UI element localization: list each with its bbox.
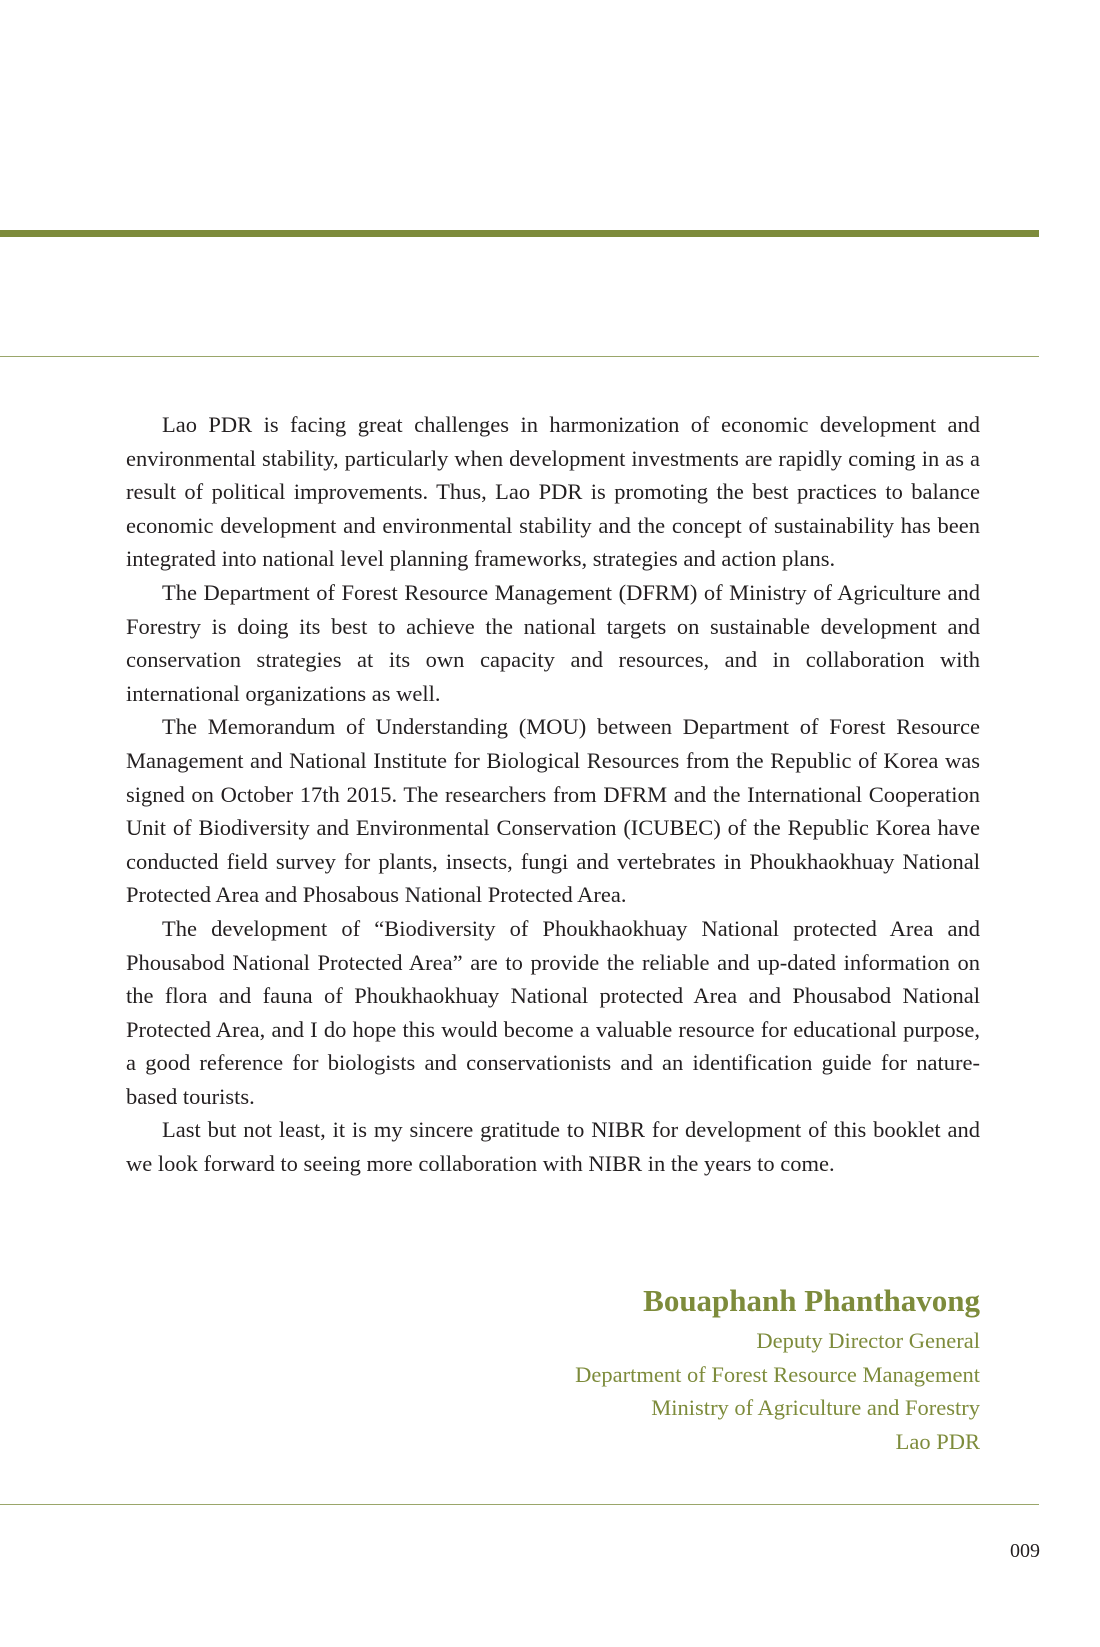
- page-number: 009: [1010, 1540, 1040, 1562]
- paragraph-1: Lao PDR is facing great challenges in harmonization of economic development and environmental stability, particularly when development investments are rapidly coming in as a result of political improvements. Thus, Lao PDR is promoting the best practices to balance economic development and environmental stability and the concept of sustainability has been integrated into national level planning frameworks, strategies and action plans.: [126, 412, 980, 572]
- header-divider: [0, 356, 1039, 357]
- header-accent-rule: [0, 230, 1039, 237]
- signatory-name: Bouaphanh Phanthavong: [643, 1283, 980, 1318]
- paragraph-5: Last but not least, it is my sincere gratitude to NIBR for development of this booklet and we look forward to seeing more collaboration with NIBR in the years to come.: [126, 1117, 980, 1177]
- paragraph-2: The Department of Forest Resource Management (DFRM) of Ministry of Agriculture and Forestry is doing its best to achieve the national targets on sustainable development and conservation strategies at its own capacity and resources, and in collaboration with international organizations as well.: [126, 579, 980, 706]
- footer-divider: [0, 1504, 1039, 1505]
- signatory-title: Deputy Director General: [756, 1328, 980, 1353]
- paragraph-3: The Memorandum of Understanding (MOU) between Department of Forest Resource Management and National Institute for Biological Resources from the Republic of Korea was signed on October 17th 2015. The researchers from DFRM and the International Cooperation Unit of Biodiversity and Environmental Conservation (ICUBEC) of the Republic Korea have conducted field survey for plants, insects, fungi and vertebrates in Phoukhaokhuay National Protected Area and Phosabous National Protected Area.: [126, 714, 980, 908]
- paragraph-4: The development of “Biodiversity of Phoukhaokhuay National protected Area and Phousabod National Protected Area” are to provide the reliable and up-dated information on the flora and fauna of Phoukhaokhuay National protected Area and Phousabod National Protected Area, and I do hope this would become a valuable resource for educational purpose, a good reference for biologists and conservationists and an identification guide for nature-based tourists.: [126, 915, 980, 1109]
- signatory-ministry: Ministry of Agriculture and Forestry: [651, 1395, 980, 1421]
- signature-block: [460, 1278, 980, 1458]
- signatory-country: Lao PDR: [895, 1428, 980, 1454]
- signatory-department: Department of Forest Resource Management: [575, 1361, 980, 1387]
- message-body: [126, 408, 980, 1181]
